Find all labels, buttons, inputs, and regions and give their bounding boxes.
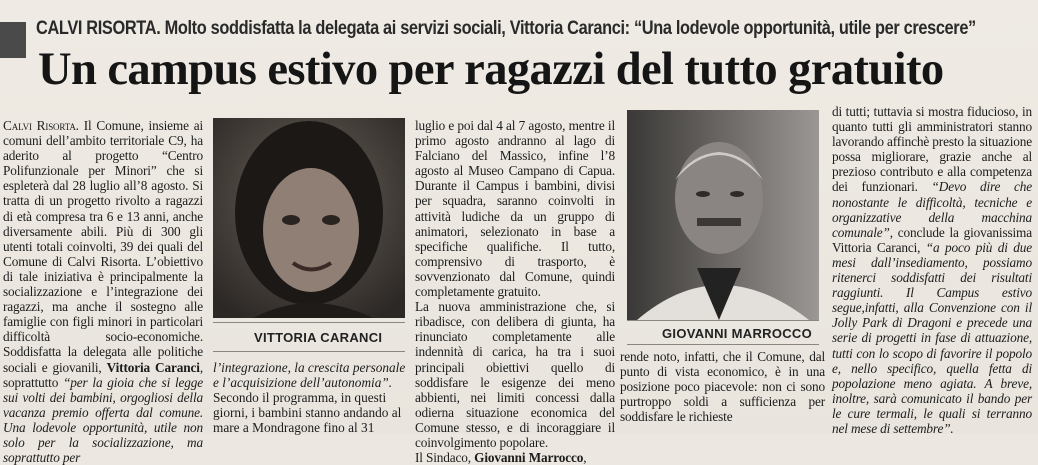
column-3-continued: rende noto, infatti, che il Comune, dal punto di vista economico, è in una posizione poco piacevole: non ci sono purtroppo soldi a sufficienza per soddisfare le richieste: [620, 349, 825, 425]
col1-text2: , soprattutto: [3, 359, 203, 390]
kicker: CALVI RISORTA. Molto soddisfatta la delegata ai servizi sociali, Vittoria Caranci: “Una lodevole opportunità, utile per crescere”: [36, 18, 976, 39]
photo-vittoria-caranci: [213, 118, 405, 318]
dateline-city: Calvi Risorta.: [3, 118, 79, 133]
photo-caption-1: VITTORIA CARANCI: [254, 330, 383, 345]
photo-caption-rule-1: [213, 322, 405, 323]
portrait-man-image: [627, 110, 819, 320]
col4-quote2: “a poco più di due mesi dall’insediamento, possiamo ritenerci soddisfatti dei risultati raggiunti. Il Campus estivo segue,infatti, alla Convenzione con il Jolly Park di Dragoni e precede una serie di progetti in fase di attuazione, tutti con lo scopo di favorire il popolo e, nello specifico, quella fetta di popolazione meno agiata. A breve, inoltre, sarà comunicato il bando per le cure termali, le quali si terranno nel mese di settembre”.: [832, 239, 1032, 436]
col4-text1: di tutti; tuttavia si mostra fiducioso, in quanto tutti gli amministratori stanno lavorando affinchè presto la situazione possa migliorare, grazie anche al prezioso contributo e alla competenza dei funzionari.: [832, 104, 1032, 195]
col2-text4: ,: [583, 450, 587, 465]
portrait-woman-image: [213, 118, 405, 318]
photo-caption-rule-3: [627, 320, 819, 321]
photo-caption-2: GIOVANNI MARROCCO: [662, 326, 813, 341]
col2-paragraph-2: La nuova amministrazione che, si ribadisce, con delibera di giunta, ha rinunciato completamente alle indennità di carica, ha tra i suoi principali obiettivi quello di soddisfare le esigenze dei meno abbienti, nei limiti concessi dalla odierna situazione economica del Comune stesso, e di incoraggiare il coinvolgimento popolare.: [415, 299, 615, 450]
col1-continued-text: Secondo il programma, in questi giorni, i bambini stanno andando al mare a Mondragone fino al 31: [213, 390, 402, 436]
col2-text3: Il Sindaco,: [415, 450, 475, 465]
col2-name: Giovanni Marrocco: [474, 450, 584, 465]
quote-continued: l’integrazione, la crescita personale e l’acquisizione dell’autonomia”.: [213, 360, 406, 391]
col2-paragraph-1: luglio e poi dal 4 al 7 agosto, mentre il primo agosto andranno al lago di Falciano del Massico, infine l’8 agosto al Museo Campano di Capua. Durante il Campus i bambini, divisi per squadra, saranno coinvolti in attività ludiche da un gruppo di animatori, selezionato in base a specifiche qualifiche. Il tutto, comprensivo di trasporto, è sovvenzionato dal Comune, quindi completamente gratuito.: [415, 118, 615, 300]
col4-text2: , conclude la giovanissima Vittoria Caranci,: [832, 224, 1032, 255]
photo-giovanni-marrocco: [627, 110, 819, 320]
col2-paragraph-3: [415, 450, 615, 465]
photo-caption-rule-4: [627, 344, 819, 345]
article-column-4: [832, 104, 1032, 436]
article-column-2: [415, 118, 615, 465]
photo-caption-rule-2: [213, 351, 405, 352]
col1-text: Il Comune, insieme ai comuni dell’ambito territoriale C9, ha aderito al progetto “Centro Polifunzionale per Minori” che si espleterà dal 28 luglio all’8 agosto. Si tratta di un progetto rivolto a ragazzi di età compresa tra 6 e 13 anni, anche diversamente abili. Più di 300 gli utenti totali coinvolti, 39 dei quali del Comune di Calvi Risorta. L’obiettivo di tale iniziativa è principalmente la socializzazione e l’integrazione dei ragazzi, ma anche il sostegno alle famiglie con figli minori in particolari difficoltà socio-economiche. Soddisfatta la delegata alle politiche sociali e giovanili,: [3, 118, 203, 375]
column-1-continued: [213, 360, 409, 435]
col1-quote: “per la gioia che si legge sui volti dei bambini, orgogliosi della vacanza premio offerta dal comune. Una lodevole opportunità, utile non solo per la socializzazione, ma soprattutto per: [3, 374, 203, 465]
kicker-bar: [0, 22, 26, 58]
col4-quote1: “Devo dire che nonostante le difficoltà, tecniche e organizzative della macchina comunale”: [832, 179, 1032, 240]
col1-name: Vittoria Caranci: [106, 359, 200, 375]
article-column-1: [3, 118, 203, 465]
headline: Un campus estivo per ragazzi del tutto gratuito: [38, 43, 944, 95]
